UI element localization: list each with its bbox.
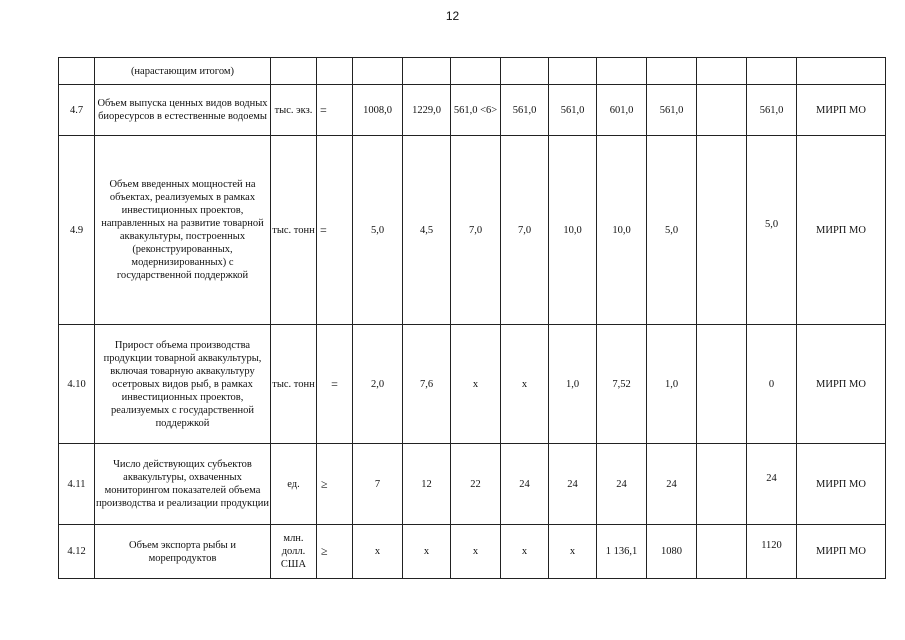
indicators-table (58, 57, 886, 579)
target-value: 24 (747, 444, 797, 525)
row-number: 4.11 (59, 444, 95, 525)
value-cell: 7 (353, 444, 403, 525)
table-row (59, 444, 886, 525)
row-number: 4.9 (59, 136, 95, 325)
table-row-continuation (59, 58, 886, 85)
value-cell: 24 (501, 444, 549, 525)
value-cell: 2,0 (353, 325, 403, 444)
indicator-name: Прирост объема производства продукции товарной аквакультуры, включая товарную аквакультуру осетровых видов рыб, в рамках инвестиционных проектов, реализуемых с государственной поддержкой (95, 325, 271, 444)
value-cell (697, 325, 747, 444)
value-cell: х (501, 325, 549, 444)
value-cell (697, 444, 747, 525)
direction-sign: ≥ (317, 444, 353, 525)
value-cell: х (353, 525, 403, 579)
value-cell: х (451, 525, 501, 579)
value-cell: 5,0 (647, 136, 697, 325)
value-cell (697, 136, 747, 325)
unit: млн. долл. США (271, 525, 317, 579)
value-cell: х (549, 525, 597, 579)
value-cell: 7,52 (597, 325, 647, 444)
value-cell: 10,0 (549, 136, 597, 325)
target-value: 1120 (747, 525, 797, 579)
indicator-name: Объем введенных мощностей на объектах, реализуемых в рамках инвестиционных проектов, направленных на развитие товарной аквакультуры, построенных (реконструированных, модернизированных) с государственной поддержкой (95, 136, 271, 325)
table-row (59, 136, 886, 325)
unit: тыс. тонн (271, 136, 317, 325)
responsible: МИРП МО (797, 325, 886, 444)
value-cell: 7,0 (501, 136, 549, 325)
value-cell (697, 525, 747, 579)
table-row (59, 525, 886, 579)
responsible: МИРП МО (797, 444, 886, 525)
direction-sign: = (317, 325, 353, 444)
value-cell: 5,0 (353, 136, 403, 325)
unit: ед. (271, 444, 317, 525)
row-number: 4.10 (59, 325, 95, 444)
value-cell: 4,5 (403, 136, 451, 325)
row-number: 4.7 (59, 85, 95, 136)
value-cell: х (501, 525, 549, 579)
value-cell: 24 (597, 444, 647, 525)
unit: тыс. экз. (271, 85, 317, 136)
indicator-name: Объем экспорта рыбы и морепродуктов (95, 525, 271, 579)
value-cell: 1008,0 (353, 85, 403, 136)
value-cell: 561,0 (647, 85, 697, 136)
cell-name: (нарастающим итогом) (95, 58, 271, 85)
direction-sign: = (317, 85, 353, 136)
target-value: 561,0 (747, 85, 797, 136)
value-cell: 561,0 (501, 85, 549, 136)
direction-sign: ≥ (317, 525, 353, 579)
value-cell: х (403, 525, 451, 579)
value-cell: х (451, 325, 501, 444)
value-cell: 22 (451, 444, 501, 525)
value-cell: 7,6 (403, 325, 451, 444)
value-cell: 1,0 (647, 325, 697, 444)
table-row (59, 85, 886, 136)
row-number: 4.12 (59, 525, 95, 579)
page-number: 12 (445, 9, 460, 23)
indicator-name: Число действующих субъектов аквакультуры, охваченных мониторингом показателей объема производства и реализации продукции (95, 444, 271, 525)
value-cell: 1229,0 (403, 85, 451, 136)
value-cell: 561,0 (549, 85, 597, 136)
direction-sign: = (317, 136, 353, 325)
value-cell: 10,0 (597, 136, 647, 325)
indicator-name: Объем выпуска ценных видов водных биоресурсов в естественные водоемы (95, 85, 271, 136)
value-cell: 601,0 (597, 85, 647, 136)
responsible: МИРП МО (797, 525, 886, 579)
value-cell: 561,0 <6> (451, 85, 501, 136)
value-cell: 1,0 (549, 325, 597, 444)
value-cell: 7,0 (451, 136, 501, 325)
target-value: 5,0 (747, 136, 797, 325)
value-cell: 1080 (647, 525, 697, 579)
unit: тыс. тонн (271, 325, 317, 444)
responsible: МИРП МО (797, 85, 886, 136)
cell-num (59, 58, 95, 85)
value-cell: 12 (403, 444, 451, 525)
value-cell: 1 136,1 (597, 525, 647, 579)
target-value: 0 (747, 325, 797, 444)
value-cell: 24 (647, 444, 697, 525)
responsible: МИРП МО (797, 136, 886, 325)
value-cell (697, 85, 747, 136)
table-row (59, 325, 886, 444)
value-cell: 24 (549, 444, 597, 525)
